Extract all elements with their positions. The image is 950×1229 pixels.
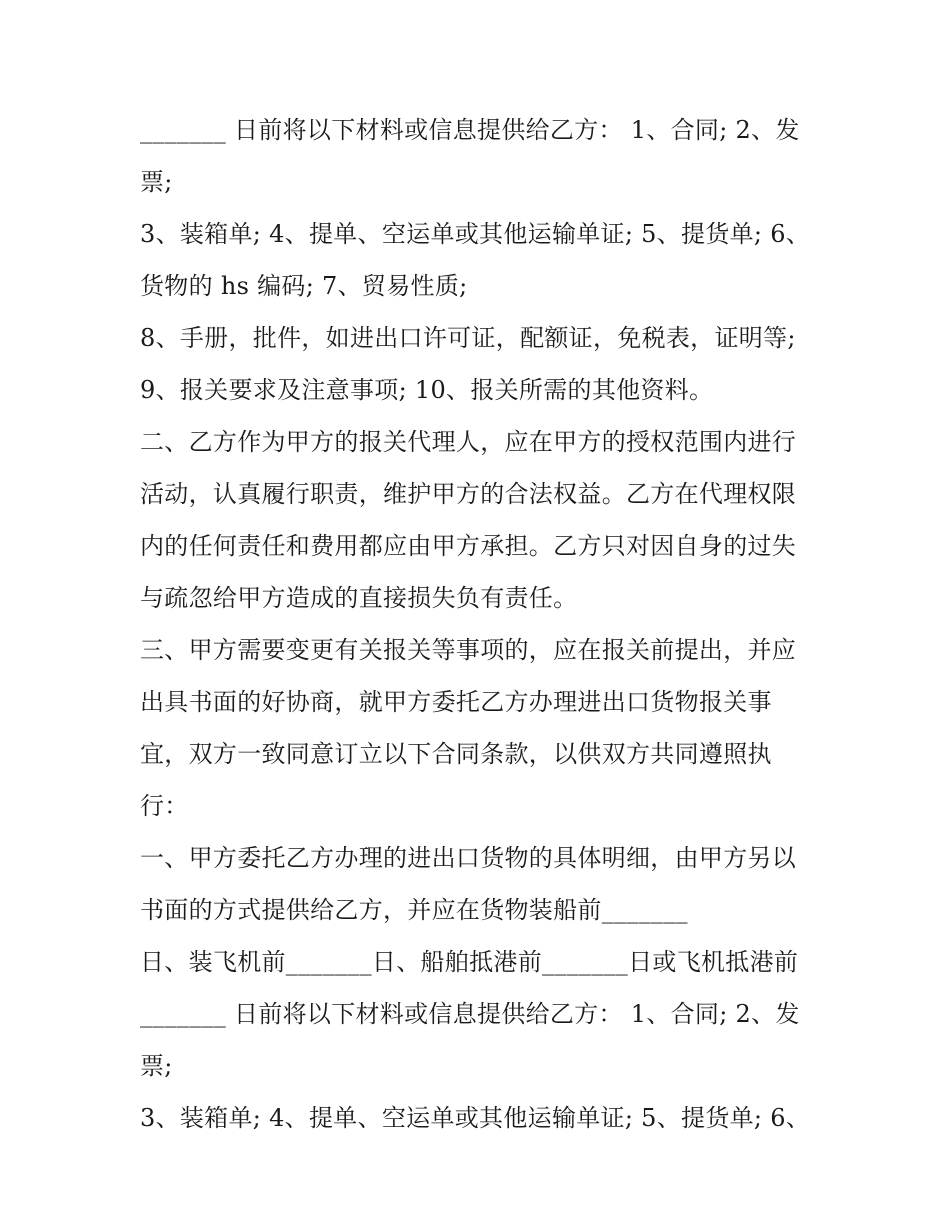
text-line: 3、装箱单; 4、提单、空运单或其他运输单证; 5、提货单; 6、	[140, 1104, 811, 1132]
text-line: 活动，认真履行职责，维护甲方的合法权益。乙方在代理权限	[140, 480, 797, 508]
document-body	[140, 104, 820, 1144]
text-line: 货物的 hs 编码; 7、贸易性质;	[140, 272, 468, 300]
text-line: 9、报关要求及注意事项; 10、报关所需的其他资料。	[140, 376, 714, 404]
text-line: 内的任何责任和费用都应由甲方承担。乙方只对因自身的过失	[140, 532, 797, 560]
text-line: 与疏忽给甲方造成的直接损失负有责任。	[140, 584, 578, 612]
text-line: 3、装箱单; 4、提单、空运单或其他运输单证; 5、提货单; 6、	[140, 220, 811, 248]
text-line: 二、乙方作为甲方的报关代理人，应在甲方的授权范围内进行	[140, 428, 797, 456]
text-line: _______ 日前将以下材料或信息提供给乙方： 1、合同; 2、发	[140, 116, 800, 144]
text-line: 日、装飞机前_______日、船舶抵港前_______日或飞机抵港前	[140, 948, 799, 976]
text-line: 行：	[140, 792, 189, 820]
text-line: 票;	[140, 1052, 173, 1080]
text-line: 三、甲方需要变更有关报关等事项的，应在报关前提出，并应	[140, 636, 797, 664]
text-line: 书面的方式提供给乙方，并应在货物装船前_______	[140, 896, 688, 924]
text-line: 宜，双方一致同意订立以下合同条款，以供双方共同遵照执	[140, 740, 772, 768]
text-line: _______ 日前将以下材料或信息提供给乙方： 1、合同; 2、发	[140, 1000, 800, 1028]
text-line: 出具书面的好协商，就甲方委托乙方办理进出口货物报关事	[140, 688, 772, 716]
text-line: 一、甲方委托乙方办理的进出口货物的具体明细，由甲方另以	[140, 844, 797, 872]
text-line: 8、手册，批件，如进出口许可证，配额证，免税表，证明等;	[140, 324, 796, 352]
text-line: 票;	[140, 168, 173, 196]
